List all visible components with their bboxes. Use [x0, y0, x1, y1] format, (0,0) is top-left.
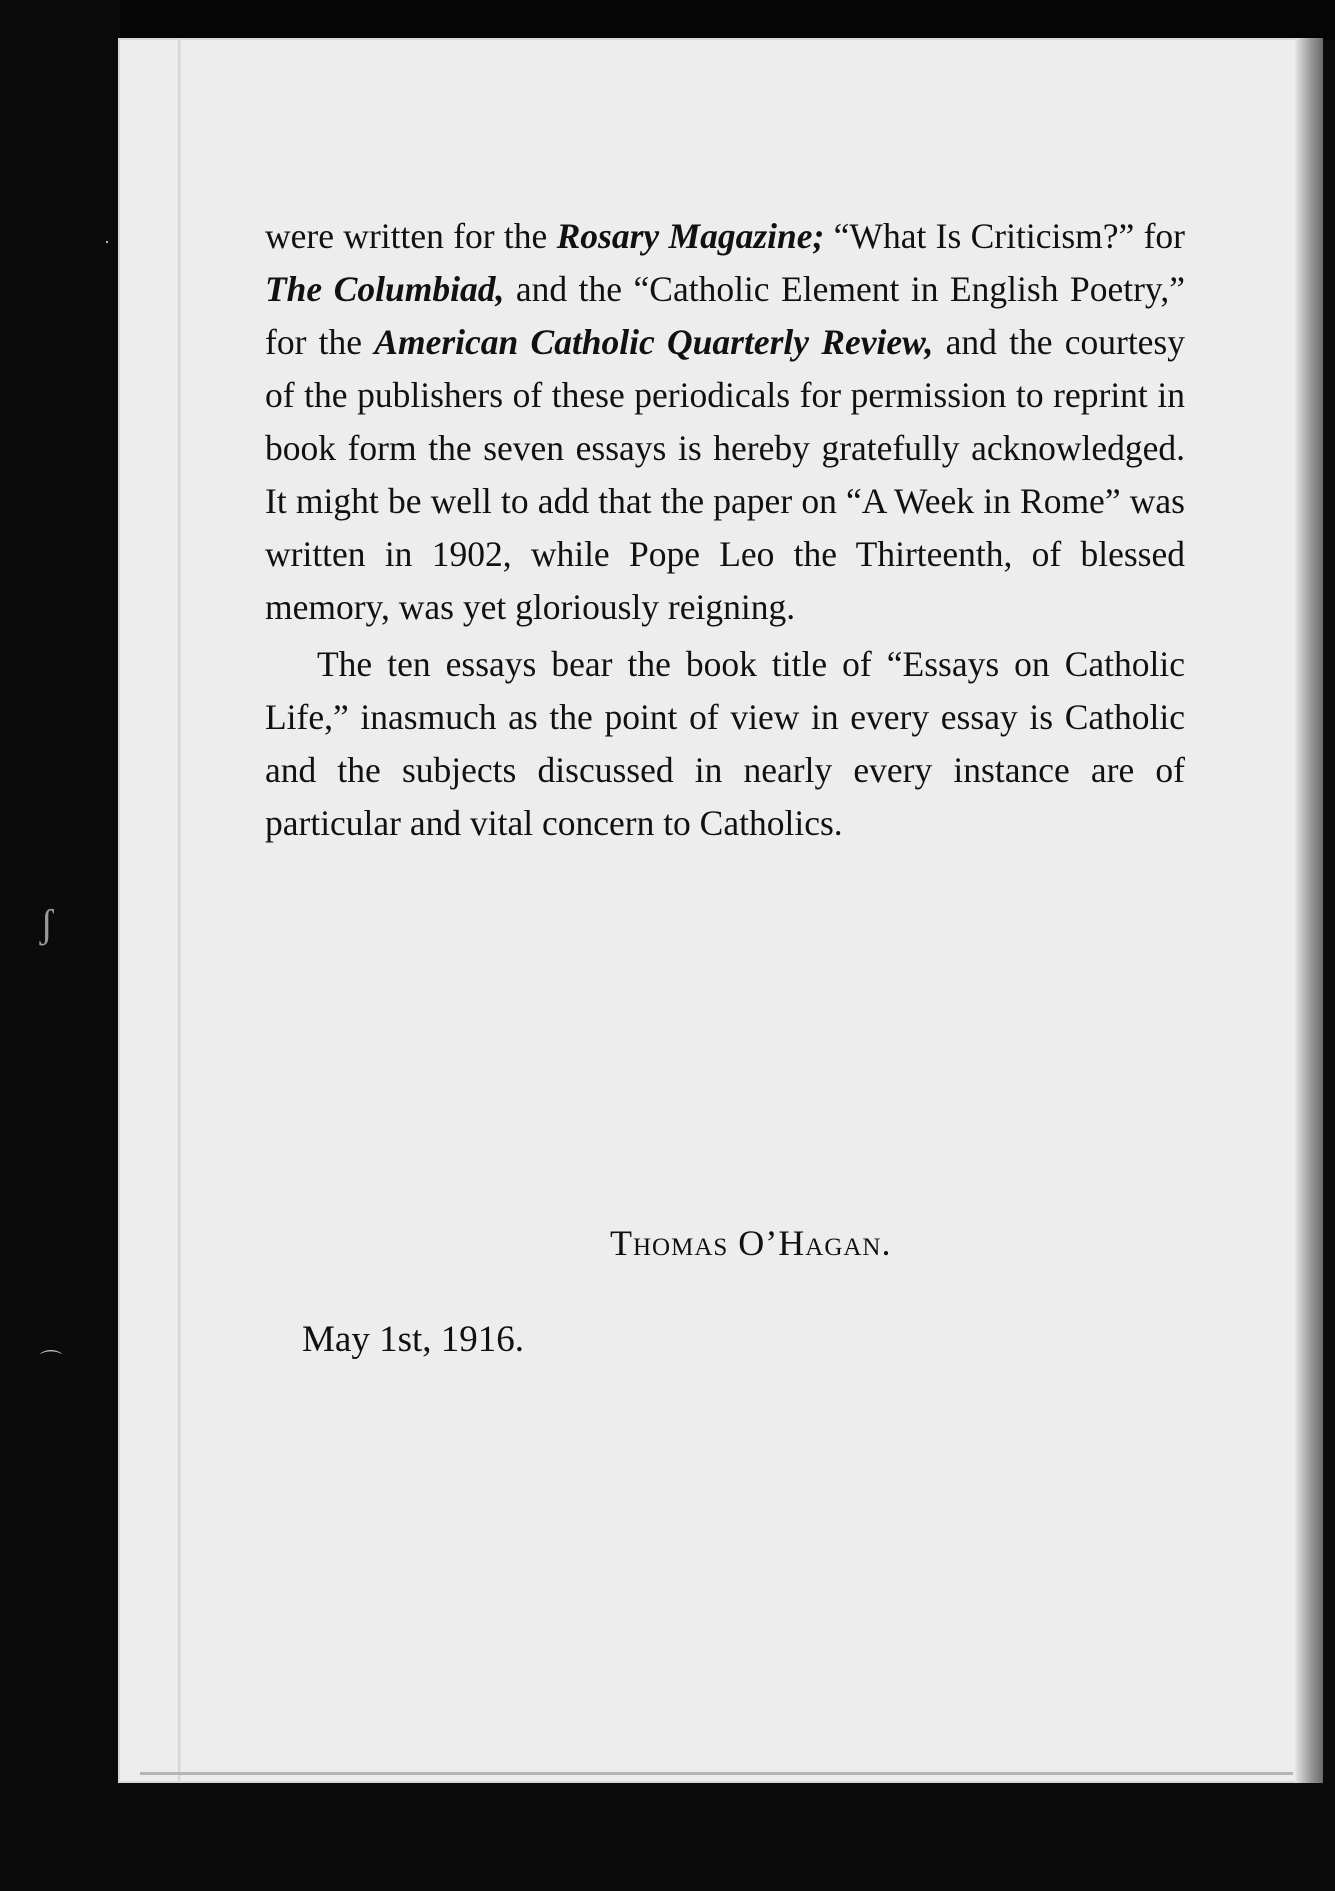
paragraph-2: The ten essays bear the book title of “Essays on Catholic Life,” inasmuch as the point of view in every essay is Catholic and the subjects discussed in nearly every instance are of particular and vital concern to Catholics. — [265, 644, 1185, 843]
scan-border-top — [120, 0, 1335, 40]
scan-mark: ʃ — [40, 901, 54, 946]
page-edge-shadow — [1295, 38, 1323, 1783]
preface-text — [265, 210, 1185, 850]
paragraph-1-text-c: and the “Catholic Element in English Poetry,” for the — [265, 269, 1185, 362]
date-line: May 1st, 1916. — [302, 1319, 524, 1360]
page-fold-shadow — [178, 38, 181, 1783]
author-signature: Thomas O’Hagan. — [610, 1223, 892, 1263]
periodical-title-rosary: Rosary Magazine; — [556, 216, 825, 256]
periodical-title-acqr: American Catholic Quarterly Review, — [374, 322, 934, 362]
scan-mark: ⌒ — [40, 1349, 63, 1374]
page-bottom-edge — [140, 1772, 1293, 1775]
scan-speck: · — [104, 232, 110, 252]
paragraph-1-text-a: were written for the — [265, 216, 557, 256]
paragraph-1-text-d: and the courtesy of the publishers of these periodicals for permission to reprint in book form the seven essays is hereby gratefully acknowledged. It might be well to add that the paper on “A Week in Rome” was written in 1902, while Pope Leo the Thirteenth, of blessed memory, was yet gloriously reigning. — [265, 322, 1186, 627]
paragraph-1-text-b: “What Is Criticism?” for — [824, 216, 1185, 256]
periodical-title-columbiad: The Columbiad, — [265, 269, 505, 309]
paragraph-1 — [265, 210, 1185, 634]
